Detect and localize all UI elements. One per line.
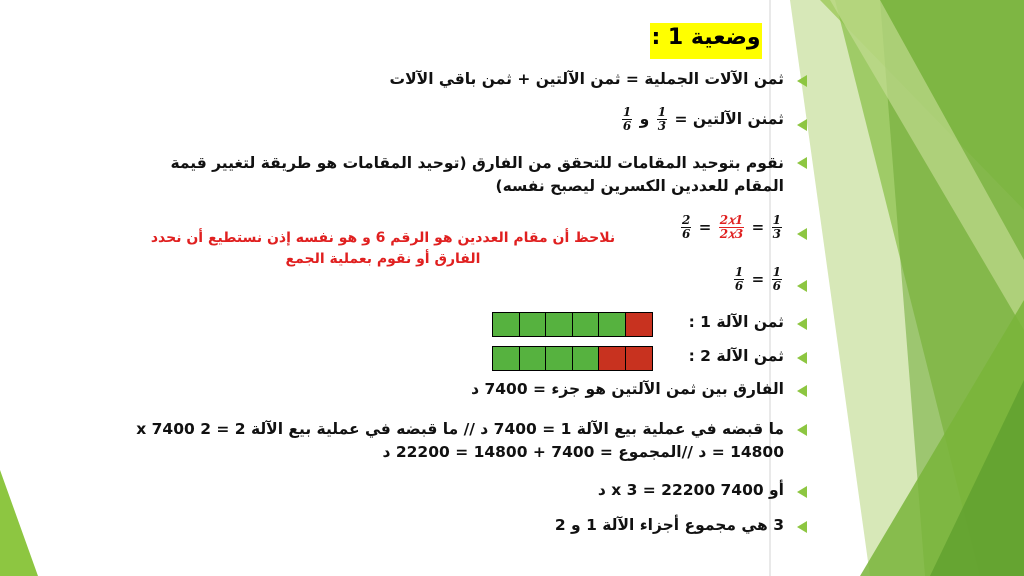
- red-note: نلاحظ أن مقام العددين هو الرقم 6 و هو نفسه إذن نستطيع أن نحدد الفارق أو نقوم بعملية الجمع: [150, 230, 616, 267]
- machine1-parts-bar: [492, 312, 653, 337]
- bullet-arrow-icon: [797, 228, 807, 240]
- green-part: [598, 312, 626, 337]
- bullet-arrow-icon: [797, 486, 807, 498]
- and-word: و: [639, 110, 650, 128]
- bullet-arrow-icon: [797, 521, 807, 533]
- line-fraction-conversion: [679, 214, 784, 241]
- green-part: [572, 312, 600, 337]
- line-receipts: ما قبضه في عملية بيع الآلة 1 = 7400 د // ما قبضه في عملية بيع الآلة 2 = 2 x 7400 = 14800 د //المجموع = 7400 + 14800 = 22200 د: [136, 420, 784, 461]
- green-part: [545, 346, 573, 371]
- bullet-arrow-icon: [797, 119, 807, 131]
- slide-title-box: [650, 23, 762, 59]
- bullet-arrow-icon: [797, 385, 807, 397]
- line-total-price: ثمن الآلات الجملية = ثمن الآلتين + ثمن باقي الآلات: [389, 70, 784, 88]
- bullet-arrow-icon: [797, 424, 807, 436]
- red-part: [598, 346, 626, 371]
- fraction-two-sixths: $\frac{2}{6}$: [682, 213, 691, 241]
- green-part: [519, 312, 547, 337]
- bullet-arrow-icon: [797, 352, 807, 364]
- green-part: [519, 346, 547, 371]
- green-part: [492, 346, 520, 371]
- line-alternative-total: أو 7400 x 3 = 22200 د: [597, 481, 784, 499]
- two-machines-label: ثمنن الآلتين =: [674, 110, 784, 128]
- bullet-arrow-icon: [797, 75, 807, 87]
- red-part: [625, 346, 653, 371]
- fraction-one-sixth-right: $\frac{1}{6}$: [772, 265, 781, 293]
- green-part: [492, 312, 520, 337]
- line-two-machines-price: [620, 106, 784, 133]
- machine2-label: ثمن الآلة 2 :: [688, 347, 784, 365]
- bullet-arrow-icon: [797, 280, 807, 292]
- line-unify-denominators: نقوم بتوحيد المقامات للتحقق من الفارق (توحيد المقامات هو طريقة لتغيير قيمة المقام للعددين الكسرين ليصبح نفسه): [170, 154, 784, 195]
- red-part: [625, 312, 653, 337]
- line-parts-sum: 3 هي مجموع أجزاء الآلة 1 و 2: [554, 516, 784, 534]
- line-difference: الفارق بين ثمن الآلتين هو جزء = 7400 د: [471, 380, 784, 398]
- line-one-sixth-equal: [732, 266, 784, 293]
- fraction-one-third: $\frac{1}{3}$: [657, 105, 667, 133]
- fraction-one-sixth-left: $\frac{1}{6}$: [734, 265, 744, 293]
- fraction-one-third-result: $\frac{1}{3}$: [772, 213, 781, 241]
- equals-sign: =: [751, 270, 765, 288]
- green-part: [572, 346, 600, 371]
- bullet-arrow-icon: [797, 318, 807, 330]
- machine2-parts-bar: [492, 346, 653, 371]
- green-part: [545, 312, 573, 337]
- fraction-one-sixth: $\frac{1}{6}$: [622, 105, 632, 133]
- equals-sign: =: [698, 218, 712, 236]
- equals-sign: =: [751, 218, 765, 236]
- slide-title: وضعية 1 :: [651, 25, 761, 50]
- bullet-arrow-icon: [797, 157, 807, 169]
- fraction-expanded: $\frac{\text{2𝑥1}}{\text{2𝑥3}}$: [719, 213, 744, 241]
- machine1-label: ثمن الآلة 1 :: [688, 313, 784, 331]
